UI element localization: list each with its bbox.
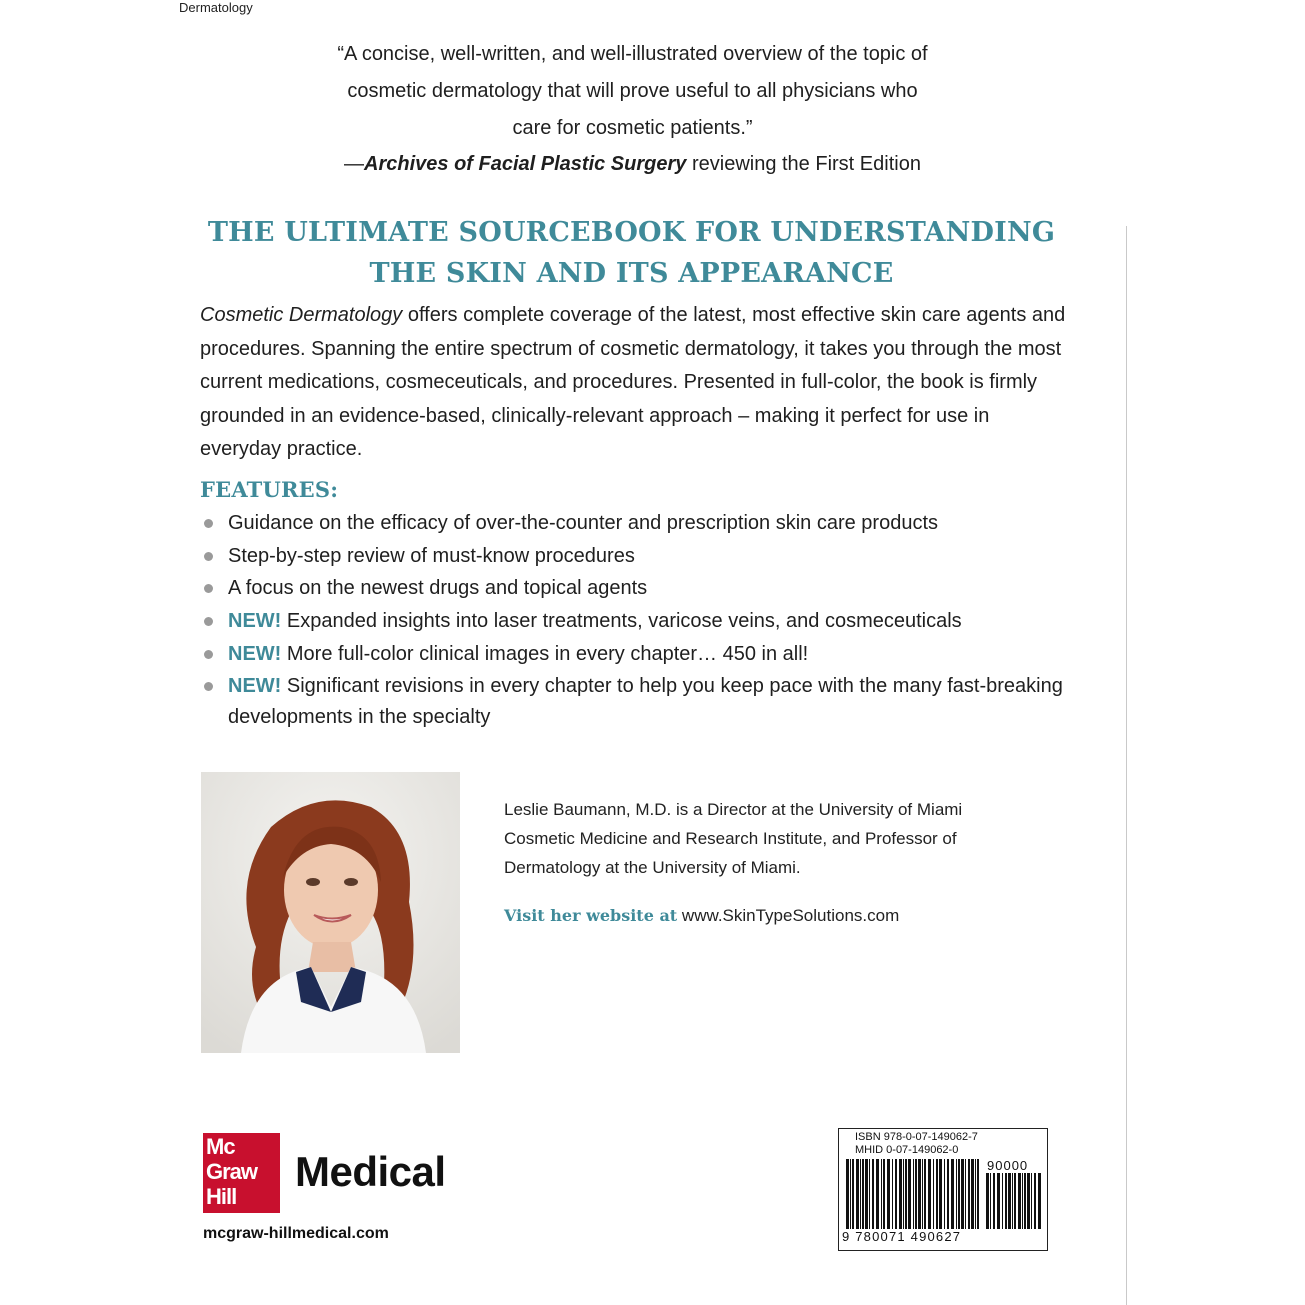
new-badge: NEW! <box>228 642 282 665</box>
author-photo <box>201 772 460 1053</box>
barcode-bar <box>1014 1173 1016 1229</box>
new-badge: NEW! <box>228 610 282 633</box>
features-heading: FEATURES: <box>200 477 339 502</box>
website-url[interactable]: www.SkinTypeSolutions.com <box>677 906 900 925</box>
barcode-bar <box>895 1159 897 1229</box>
barcode-bar <box>860 1159 861 1229</box>
barcode-bar <box>975 1159 976 1229</box>
quote-line: cosmetic dermatology that will prove useful to all physicians who <box>347 80 918 102</box>
barcode-bar <box>965 1159 966 1229</box>
barcode-bar <box>869 1159 870 1229</box>
barcode-bar <box>1008 1173 1011 1229</box>
barcode-bar <box>1034 1173 1036 1229</box>
addon-barcode-icon <box>985 1173 1043 1229</box>
barcode-bar <box>1002 1173 1003 1229</box>
barcode-icon <box>845 1159 980 1229</box>
features-list <box>200 508 1080 735</box>
barcode-bar <box>892 1159 893 1229</box>
attribution-source: Archives of Facial Plastic Surgery <box>364 153 687 175</box>
barcode-bar <box>936 1159 938 1229</box>
new-badge: NEW! <box>228 675 282 698</box>
barcode-bar <box>961 1159 964 1229</box>
barcode-bar <box>899 1159 902 1229</box>
barcode-bar <box>958 1159 960 1229</box>
barcode-bar <box>986 1173 989 1229</box>
barcode-bar <box>1018 1173 1021 1229</box>
barcode-bar <box>865 1159 868 1229</box>
barcode-bar <box>856 1159 859 1229</box>
barcode-bar <box>905 1159 907 1229</box>
barcode-bar <box>924 1159 926 1229</box>
barcode-bar <box>913 1159 914 1229</box>
barcode-bar <box>939 1159 942 1229</box>
feature-item <box>200 639 1080 670</box>
barcode-bar <box>915 1159 917 1229</box>
barcode-bar <box>862 1159 864 1229</box>
quote-attribution <box>240 147 1025 181</box>
barcode-bar <box>881 1159 882 1229</box>
price-code: 90000 <box>987 1158 1029 1173</box>
attribution-rest: reviewing the First Edition <box>686 153 921 175</box>
barcode-bar <box>908 1159 911 1229</box>
heading-line: THE ULTIMATE SOURCEBOOK FOR UNDERSTANDING <box>207 217 1056 248</box>
bullet-icon <box>204 650 213 659</box>
feature-text: Guidance on the efficacy of over-the-counter and prescription skin care products <box>228 512 939 534</box>
bullet-icon <box>204 519 213 528</box>
feature-item <box>200 573 1080 604</box>
isbn-block <box>855 1131 978 1156</box>
barcode-bar <box>1027 1173 1030 1229</box>
barcode-bar <box>1038 1173 1041 1229</box>
feature-text: A focus on the newest drugs and topical agents <box>228 577 648 600</box>
barcode-bar <box>933 1159 934 1229</box>
barcode-bar <box>993 1173 995 1229</box>
barcode-bar <box>1012 1173 1013 1229</box>
book-title: Cosmetic Dermatology <box>200 304 403 326</box>
barcode-number: 9 780071 490627 <box>842 1229 962 1244</box>
logo-line: Mc <box>206 1134 235 1159</box>
barcode-bar <box>918 1159 921 1229</box>
barcode-bar <box>951 1159 954 1229</box>
bullet-icon <box>204 584 213 593</box>
barcode-bar <box>1031 1173 1032 1229</box>
barcode-bar <box>928 1159 931 1229</box>
author-website <box>504 901 899 930</box>
bullet-icon <box>204 552 213 561</box>
publisher-site[interactable]: mcgraw-hillmedical.com <box>203 1225 389 1242</box>
attribution-dash: — <box>344 153 365 175</box>
feature-item <box>200 541 1080 572</box>
barcode-bar <box>971 1159 974 1229</box>
spine-divider <box>1126 226 1127 1305</box>
barcode-bar <box>956 1159 957 1229</box>
barcode-bar <box>872 1159 874 1229</box>
isbn-number: ISBN 978-0-07-149062-7 <box>855 1131 978 1143</box>
barcode-bar <box>997 1173 1000 1229</box>
heading-line: THE SKIN AND ITS APPEARANCE <box>369 258 894 289</box>
barcode-bar <box>1005 1173 1007 1229</box>
review-quote <box>240 36 1025 147</box>
barcode-bar <box>990 1173 991 1229</box>
barcode-bar <box>968 1159 970 1229</box>
author-portrait-image <box>201 772 460 1053</box>
barcode-bar <box>977 1159 979 1229</box>
feature-item <box>200 606 1080 637</box>
feature-item <box>200 671 1080 733</box>
bullet-icon <box>204 617 213 626</box>
book-description <box>200 299 1066 467</box>
mhid-number: MHID 0-07-149062-0 <box>855 1143 959 1156</box>
barcode-bar <box>850 1159 851 1229</box>
barcode-bar <box>846 1159 849 1229</box>
feature-text: Step-by-step review of must-know procedures <box>228 544 635 567</box>
quote-line: care for cosmetic patients.” <box>512 117 753 139</box>
description-text: offers complete coverage of the latest, most effective skin care agents and procedures. Spanning the entire spectrum of cosmetic dermatology, it takes you through the most current medications, cosmeceuticals, and procedures. Presented in full-color, the book is firmly grounded in an evidence-based, clinically-relevant approach – making it perfect for use in everyday practice. <box>200 304 1066 461</box>
quote-line: “A concise, well-written, and well-illustrated overview of the topic of <box>337 43 928 65</box>
barcode-bar <box>852 1159 854 1229</box>
feature-text: Expanded insights into laser treatments, varicose veins, and cosmeceuticals <box>281 610 962 633</box>
barcode-bar <box>947 1159 949 1229</box>
barcode-bar <box>887 1159 890 1229</box>
feature-text: Significant revisions in every chapter to help you keep pace with the many fast-breaking developments in the specialty <box>228 675 1063 729</box>
feature-item <box>200 508 1080 539</box>
author-bio: Leslie Baumann, M.D. is a Director at the University of Miami Cosmetic Medicine and Research Institute, and Professor of Dermatology at the University of Miami. <box>504 800 963 877</box>
feature-text: More full-color clinical images in every chapter… 450 in all! <box>281 642 809 665</box>
mcgraw-hill-logo <box>203 1133 280 1213</box>
barcode-bar <box>1022 1173 1023 1229</box>
barcode-bar <box>1024 1173 1026 1229</box>
barcode-bar <box>944 1159 945 1229</box>
barcode-bar <box>876 1159 879 1229</box>
running-header: Dermatology <box>179 0 253 15</box>
imprint-name: Medical <box>295 1148 446 1195</box>
bullet-icon <box>204 682 213 691</box>
barcode-bar <box>883 1159 885 1229</box>
barcode-bar <box>922 1159 923 1229</box>
logo-line: Hill <box>206 1184 237 1209</box>
website-label: Visit her website at <box>504 906 678 925</box>
main-heading <box>200 212 1063 294</box>
logo-line: Graw <box>206 1159 258 1184</box>
barcode-bar <box>903 1159 904 1229</box>
